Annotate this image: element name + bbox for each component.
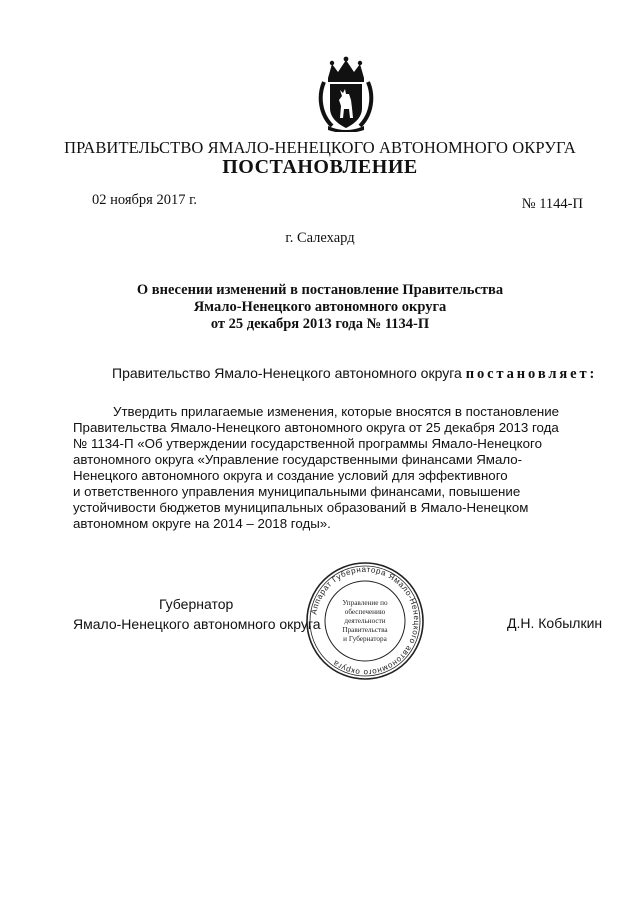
document-city: г. Салехард (285, 230, 355, 246)
official-stamp (304, 560, 426, 682)
stamp-center-line: и Губернатора (343, 635, 387, 643)
body-line: устойчивости бюджетов муниципальных образований в Ямало-Ненецком (73, 500, 529, 515)
preamble-text: Правительство Ямало-Ненецкого автономного округа (112, 365, 462, 381)
government-name: ПРАВИТЕЛЬСТВО ЯМАЛО-НЕНЕЦКОГО АВТОНОМНОГО ОКРУГА (64, 138, 576, 157)
stamp-center-line: деятельности (344, 617, 386, 625)
signatory-name: Д.Н. Кобылкин (507, 615, 603, 631)
subject-line: от 25 декабря 2013 года № 1134-П (210, 316, 430, 332)
document-date: 02 ноября 2017 г. (92, 192, 198, 208)
stamp-center-line: Правительства (342, 626, 388, 634)
signatory-title-line: Ямало-Ненецкого автономного округа (73, 616, 321, 632)
stamp-ring-text: Аппарат Губернатора Ямало-Ненецкого автономного округа (309, 564, 422, 678)
body-line: Утвердить прилагаемые изменения, которые вносятся в постановление (113, 404, 560, 419)
subject-line: Ямало-Ненецкого автономного округа (193, 299, 447, 315)
body-line: и ответственного управления муниципальными финансами, повышение (73, 484, 521, 499)
stamp-center-line: Управление по (342, 599, 388, 607)
body-line: Правительства Ямало-Ненецкого автономного округа от 25 декабря 2013 года (73, 420, 559, 435)
body-line: Ненецкого автономного округа и создание условий для эффективного (73, 468, 508, 483)
preamble (112, 365, 597, 383)
coat-of-arms-icon (318, 56, 374, 132)
document-subject (0, 282, 640, 333)
preamble-verb: постановляет: (465, 366, 598, 382)
document-number: № 1144-П (521, 196, 583, 212)
body-line: автономного округа «Управление государственными финансами Ямало- (73, 452, 523, 467)
body-line: автономном округе на 2014 – 2018 годы». (73, 516, 331, 531)
body-paragraph (73, 404, 606, 532)
signatory-title-line: Губернатор (159, 596, 234, 612)
stamp-center-line: обеспечению (344, 608, 386, 616)
document-type-title: ПОСТАНОВЛЕНИЕ (222, 156, 418, 178)
subject-line: О внесении изменений в постановление Правительства (136, 282, 504, 298)
body-line: № 1134-П «Об утверждении государственной программы Ямало-Ненецкого (73, 436, 542, 451)
